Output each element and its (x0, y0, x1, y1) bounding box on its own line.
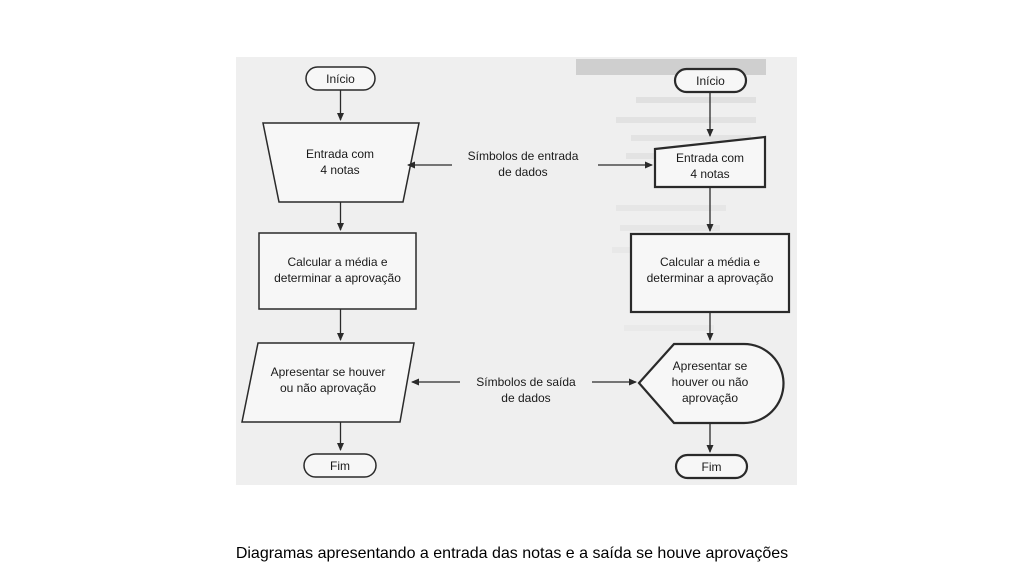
left-input-label-line1: Entrada com (305, 147, 375, 161)
right-start-label: Início (696, 74, 725, 88)
right-end-label: Fim (701, 460, 722, 474)
right-process-label-line1: Calcular a média e (659, 255, 761, 269)
flowchart-svg (236, 57, 797, 485)
input-annotation-line1: Símbolos de entrada (467, 149, 579, 163)
right-output-label-line3: aprovação (681, 391, 739, 405)
left-process-label-line1: Calcular a média e (287, 255, 388, 269)
left-process-label-line2: determinar a aprovação (274, 271, 401, 285)
right-input-label-line1: Entrada com (675, 151, 745, 165)
left-output-label-line1: Apresentar se houver (270, 365, 386, 379)
right-output-label-line2: houver ou não (671, 375, 749, 389)
flowchart-figure (236, 57, 797, 485)
output-annotation-line2: de dados (501, 391, 551, 405)
output-annotation-line1: Símbolos de saída (476, 375, 576, 389)
slide-caption: Diagramas apresentando a entrada das notas e a saída se houve aprovações (235, 545, 789, 562)
left-output-label-line2: ou não aprovação (279, 381, 377, 395)
left-end-label: Fim (330, 459, 350, 473)
right-process-label-line2: determinar a aprovação (646, 271, 774, 285)
input-annotation-line2: de dados (498, 165, 548, 179)
left-start-label: Início (326, 72, 355, 86)
right-output-label-line1: Apresentar se (672, 359, 748, 373)
right-input-label-line2: 4 notas (690, 167, 730, 181)
left-input-label-line2: 4 notas (320, 163, 360, 177)
